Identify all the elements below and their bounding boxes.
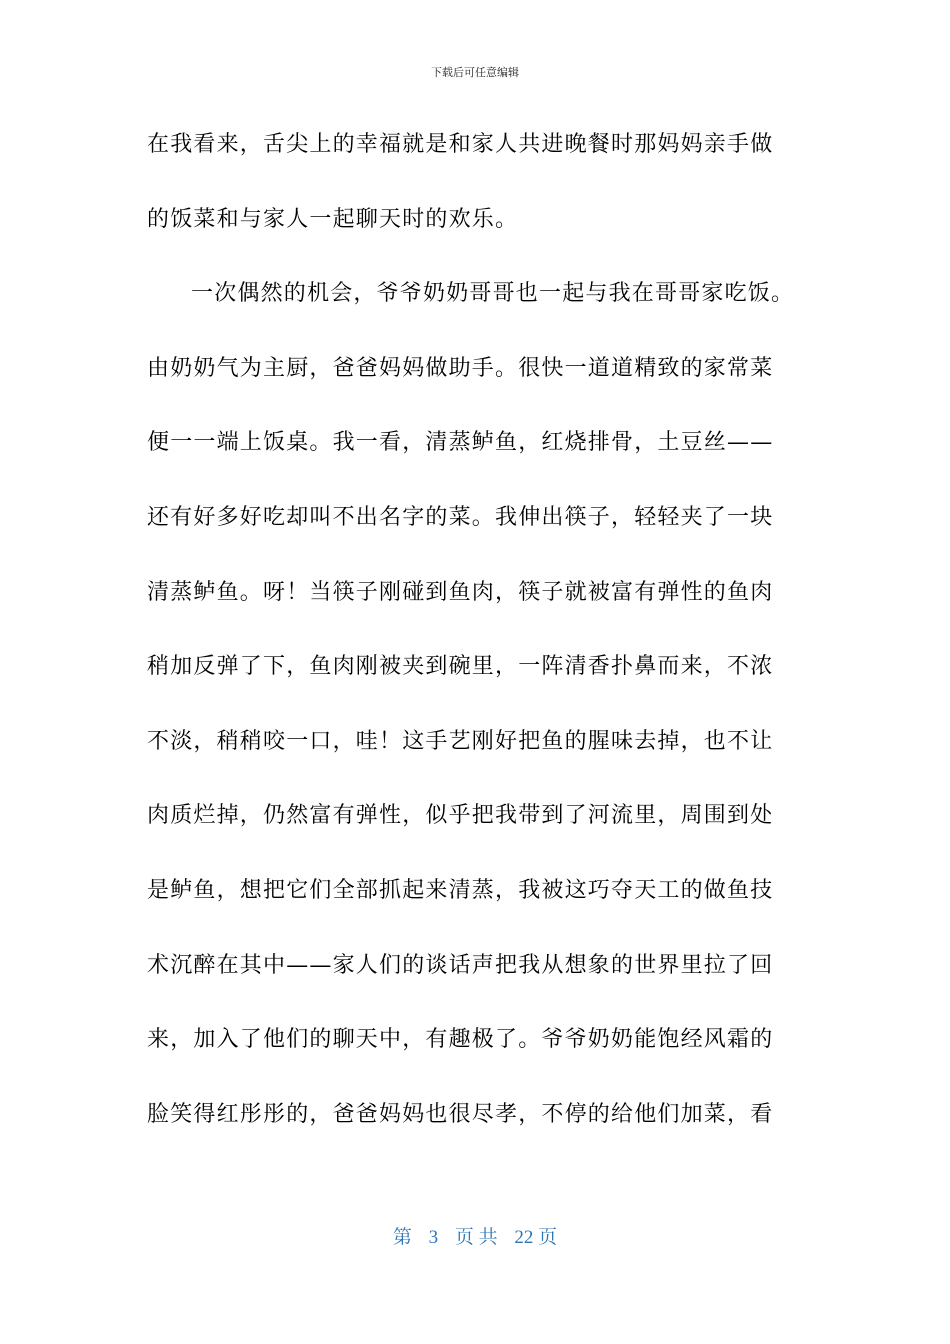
text-line-12: 术沉醉在其中——家人们的谈话声把我从想象的世界里拉了回 (147, 952, 774, 978)
text-line-3: 一次偶然的机会，爷爷奶奶哥哥也一起与我在哥哥家吃饭。 (191, 281, 795, 307)
text-line-9: 不淡，稍稍咬一口，哇！这手艺刚好把鱼的腥味去掉，也不让 (147, 728, 774, 754)
text-line-6: 还有好多好吃却叫不出名字的菜。我伸出筷子，轻轻夹了一块 (147, 504, 774, 530)
text-line-13: 来，加入了他们的聊天中，有趣极了。爷爷奶奶能饱经风霜的 (147, 1027, 774, 1053)
footer-page-number: 3 (428, 1227, 439, 1248)
footer-page-total: 22 (514, 1227, 534, 1248)
text-line-2: 的饭菜和与家人一起聊天时的欢乐。 (147, 206, 519, 232)
text-line-11: 是鲈鱼，想把它们全部抓起来清蒸，我被这巧夺天工的做鱼技 (147, 877, 774, 903)
text-line-4: 由奶奶气为主厨，爸爸妈妈做助手。很快一道道精致的家常菜 (147, 355, 774, 381)
text-line-5: 便一一端上饭桌。我一看，清蒸鲈鱼，红烧排骨，土豆丝—— (147, 430, 774, 456)
page-header (0, 66, 950, 80)
text-line-1: 在我看来，舌尖上的幸福就是和家人共进晚餐时那妈妈亲手做 (147, 132, 774, 157)
text-line-8: 稍加反弹了下，鱼肉刚被夹到碗里，一阵清香扑鼻而来，不浓 (147, 654, 774, 680)
text-line-14: 脸笑得红彤彤的，爸爸妈妈也很尽孝，不停的给他们加菜，看 (147, 1101, 774, 1127)
page-footer (0, 1224, 950, 1252)
footer-prefix: 第 (392, 1227, 412, 1248)
text-line-7: 清蒸鲈鱼。呀！当筷子刚碰到鱼肉，筷子就被富有弹性的鱼肉 (147, 579, 774, 605)
document-body (147, 122, 807, 1166)
header-text: 下载后可任意编辑 (431, 66, 519, 79)
text-line-10: 肉质烂掉，仍然富有弹性，似乎把我带到了河流里，周围到处 (147, 803, 774, 829)
footer-suffix: 页 (538, 1227, 558, 1248)
footer-middle: 页 共 (454, 1227, 498, 1248)
